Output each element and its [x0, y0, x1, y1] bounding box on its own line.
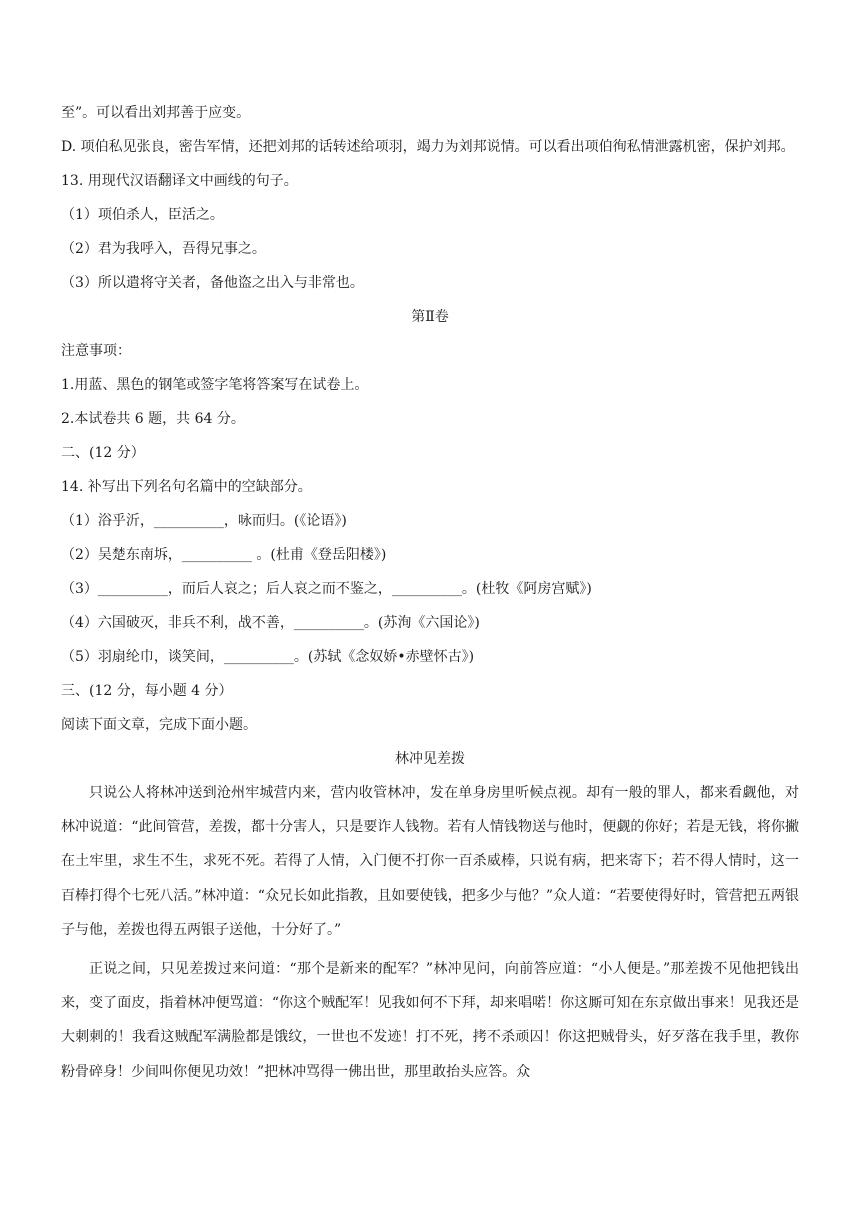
question-13-stem: 13. 用现代汉语翻译文中画线的句子。 — [61, 173, 298, 189]
option-c-tail: 至”。可以看出刘邦善于应变。 — [61, 105, 251, 121]
section-3-heading: 三、(12 分，每小题 4 分） — [61, 683, 233, 699]
article-paragraph-1: 只说公人将林冲送到沧州牢城营内来，营内收管林冲，发在单身房里听候点视。却有一般的罪人，都来看觑他，对林冲说道：“此间管营，差拨，都十分害人，只是要诈人钱物。若有人情钱物送与他时，便觑的你好；若是无钱，将你撇在土牢里，求生不生，求死不死。若得了人情，入门便不打你一百杀威棒，只说有病，把来寄下；若不得人情时，这一百棒打得个七死八活。”林冲道：“众兄长如此指教，且如要使钱，把多少与他？”众人道：“若要使得好时，管营把五两银子与他，差拨也得五两银子送他，十分好了。” — [61, 785, 799, 938]
question-14-item-1: （1）浴乎沂，__________，咏而归。(《论语》) — [61, 513, 347, 529]
document-page — [61, 96, 799, 1094]
volume-2-title: 第Ⅱ卷 — [411, 309, 449, 325]
article-title: 林冲见差拨 — [395, 751, 465, 767]
question-14-item-5: （5）羽扇纶巾，谈笑间，__________。(苏轼《念奴娇•赤壁怀古》) — [61, 649, 475, 665]
question-13-item-1: （1）项伯杀人，臣活之。 — [61, 207, 224, 223]
question-14-item-2: （2）吴楚东南坼，__________ 。(杜甫《登岳阳楼》) — [61, 547, 387, 563]
question-14-item-4: （4）六国破灭，非兵不利，战不善，__________。(苏洵《六国论》) — [61, 615, 480, 631]
notice-heading: 注意事项： — [61, 343, 131, 359]
article-paragraph-2: 正说之间，只见差拨过来问道：“那个是新来的配军？”林冲见问，向前答应道：“小人便是。”那差拨不见他把钱出来，变了面皮，指着林冲便骂道：“你这个贼配军！见我如何不下拜，却来唱喏！你这厮可知在东京做出事来！见我还是大刺刺的！我看这贼配军满脸都是饿纹，一世也不发迹！打不死，拷不杀顽囚！你这把贼骨头，好歹落在我手里，教你粉骨碎身！少间叫你便见功效！”把林冲骂得一佛出世，那里敢抬头应答。众 — [61, 961, 799, 1080]
question-13-item-2: （2）君为我呼入，吾得兄事之。 — [61, 241, 266, 257]
section-2-heading: 二、(12 分） — [61, 445, 145, 461]
question-13-item-3: （3）所以遣将守关者，备他盗之出入与非常也。 — [61, 275, 364, 291]
question-14-item-3: （3）__________，而后人哀之；后人哀之而不鉴之，__________。(杜牧《阿房宫赋》) — [61, 581, 592, 597]
section-3-instruction: 阅读下面文章，完成下面小题。 — [61, 717, 257, 733]
notice-item-1: 1.用蓝、黑色的钢笔或签字笔将答案写在试卷上。 — [61, 377, 369, 393]
option-d: D. 项伯私见张良，密告军情，还把刘邦的话转述给项羽，竭力为刘邦说情。可以看出项伯徇私情泄露机密，保护刘邦。 — [61, 139, 795, 155]
notice-item-2: 2.本试卷共 6 题，共 64 分。 — [61, 411, 245, 427]
question-14-stem: 14. 补写出下列名句名篇中的空缺部分。 — [61, 479, 312, 495]
